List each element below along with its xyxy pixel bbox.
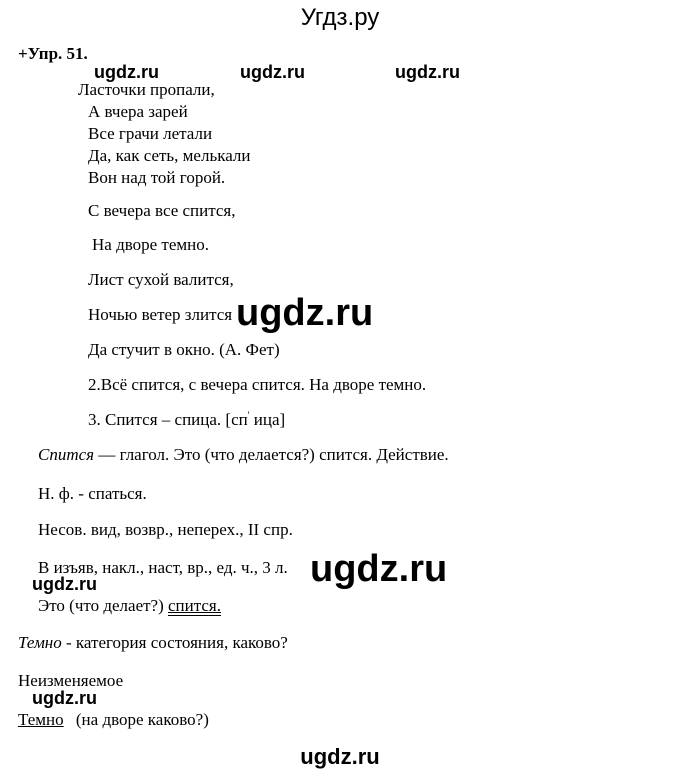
analysis-line-7: Неизменяемое <box>18 671 124 690</box>
answer-item-2: 2.Всё спится, с вечера спится. На дворе темно. <box>88 375 427 394</box>
watermark: ugdz.ru <box>32 574 97 594</box>
watermark: ugdz.ru <box>395 62 460 82</box>
analysis-line-4: В изъяв, накл., наст, вр., ед. ч., 3 л. <box>38 558 288 577</box>
analysis-line-5 <box>38 596 221 616</box>
watermark: ugdz.ru <box>310 548 448 590</box>
analysis-text: - категория состояния, каково? <box>61 633 288 652</box>
watermark: ugdz.ru <box>236 292 374 334</box>
poem-line: Вон над той горой. <box>88 168 226 187</box>
analysis-text: (на дворе каково?) <box>71 710 209 729</box>
poem-line: Ласточки пропали, <box>78 80 215 99</box>
poem-line: Все грачи летали <box>88 124 213 143</box>
poem-line: Да стучит в окно. (А. Фет) <box>88 340 280 359</box>
watermark: ugdz.ru <box>32 688 97 708</box>
poem-line: Лист сухой валится, <box>88 270 234 289</box>
poem-line: Да, как сеть, мелькали <box>88 146 251 165</box>
analysis-underlined-word: Темно <box>18 710 64 729</box>
analysis-line-8 <box>18 710 209 730</box>
footer-watermark: ugdz.ru <box>300 744 380 769</box>
answer-item-3 <box>88 410 285 430</box>
watermark: ugdz.ru <box>94 62 159 82</box>
answer-item-3-prefix: 3. Спится – спица. [сп <box>88 410 248 429</box>
poem-line: С вечера все спится, <box>88 201 236 220</box>
analysis-word: Темно <box>18 633 62 652</box>
site-title: Угдз.ру <box>300 4 380 31</box>
analysis-line-1 <box>38 445 449 465</box>
analysis-line-2: Н. ф. - спаться. <box>38 484 147 503</box>
exercise-title: +Упр. 51. <box>18 44 88 63</box>
analysis-text: Это (что делает?) <box>38 596 168 615</box>
analysis-line-3: Несов. вид, возвр., неперех., II спр. <box>38 520 293 539</box>
watermark: ugdz.ru <box>240 62 305 82</box>
stress-mark: ' <box>247 410 250 422</box>
analysis-underlined-word: спится. <box>168 596 221 615</box>
poem-line: А вчера зарей <box>88 102 188 121</box>
poem-line: Ночью ветер злится <box>88 305 233 324</box>
answer-item-3-suffix: ица] <box>249 410 286 429</box>
analysis-word: Спится <box>38 445 95 464</box>
poem-line: На дворе темно. <box>92 235 210 254</box>
analysis-line-6 <box>18 633 288 653</box>
analysis-text: — глагол. Это (что делается?) спится. Действие. <box>94 445 449 464</box>
